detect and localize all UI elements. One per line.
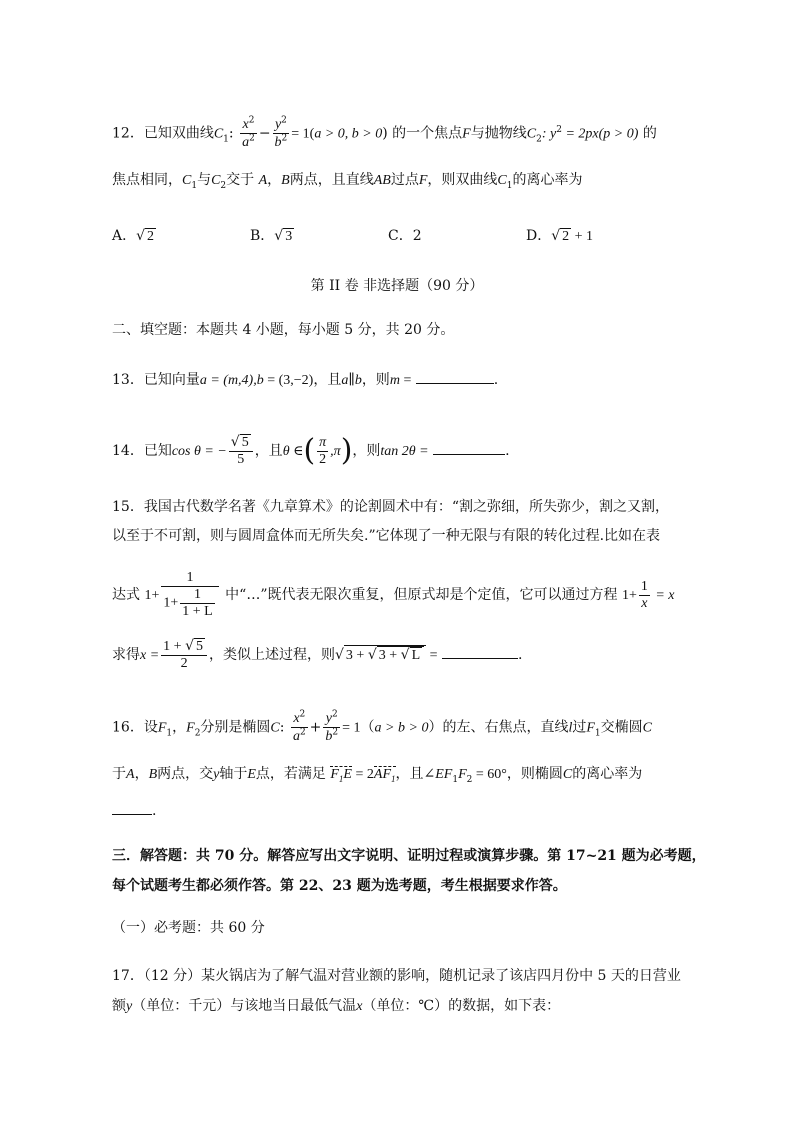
section2-title: 第 II 卷 非选择题（90 分）: [310, 278, 484, 294]
q15-golden-fraction: $\frac{1 + √ 5}{2}$: [161, 638, 207, 672]
section2-fill-instructions: 二、填空题：本题共 4 小题，每小题 5 分，共 20 分。: [112, 322, 455, 338]
q16-vector-af1: $AF_1$: [373, 767, 396, 784]
q12-option-b: B．√ 3: [250, 228, 293, 244]
q12-option-a: A．√ 2: [112, 228, 155, 244]
q16-line-2: 于A，B两点，交y轴于E点，若满足 $F_1E = 2AF_1$，且$\angle EF_1F_2 = 60^\circ$，则椭圆C的离心率为: [112, 766, 643, 785]
q12-frac-y: $\frac{y^2}{b^2}$: [274, 115, 288, 150]
q15-line-2: 以至于不可割，则与圆周盒体而无所失矣.”它体现了一种无限与有限的转化过程.比如在表: [112, 528, 661, 544]
q15-line-1: 15．我国古代数学名著《九章算术》的论割圆术中有：“割之弥细，所失弥少，割之又割，: [112, 499, 669, 515]
q14-frac: $\frac{√ 5}{5}$: [229, 434, 253, 468]
required-header: （一）必考题：共 60 分: [112, 920, 265, 936]
q15-answer-blank[interactable]: [442, 644, 518, 659]
q12-prefix: 12．已知双曲线: [112, 125, 214, 142]
q12-line-1: 12．已知双曲线$C_1$: $\frac{x^2}{a^2}$ − $\frac{y^2}{b^2}$ = 1(a > 0, b > 0) 的一个焦点F与抛物线$C_2$: $y^2 = 2px(p > 0)$ 的: [112, 115, 657, 150]
q15-nested-radical: 3 + √ 3 + √ L: [344, 645, 426, 664]
section3-line-2: 每个试题考生都必须作答。第 22、23 题为选考题，考生根据要求作答。: [112, 878, 567, 894]
q12-option-c: C．2: [388, 228, 422, 244]
q14-line: 14．已知cos θ = − $\frac{√ 5}{5}$ ，且θ ∈( $\frac{\pi}{2}$ ,π)，则tan 2θ = .: [112, 433, 510, 468]
q15-continued-fraction: 1 1+ $\frac{1}{1 + L}$: [161, 570, 218, 620]
section3-line-1: 三．解答题：共 70 分。解答应写出文字说明、证明过程或演算步骤。第 17~21 题为必考题，: [112, 848, 706, 864]
q12-line-2: 焦点相同，$C_1$与$C_2$交于 A，B两点，且直线AB过点F，则双曲线$C_1$的离心率为: [112, 172, 583, 191]
q15-line-4: 求得x = $\frac{1 + √ 5}{2}$ ，类似上述过程，则√ 3 + √ 3 + √ L = .: [112, 638, 523, 671]
q16-line-3: .: [112, 800, 156, 821]
q13-answer-blank[interactable]: [416, 369, 494, 384]
q15-line-3: 达式 1+ 1 1+ $\frac{1}{1 + L}$ 中“…”既代表无限次重复，但原式却是个定值，它可以通过方程 1+ $\frac{1}{x}$ = x: [112, 570, 675, 619]
q13-line: 13．已知向量a = (m,4),b = (3,−2)，且a∥b，则m = .: [112, 369, 498, 391]
q12-option-d: D．√ 2 + 1: [526, 228, 594, 244]
q16-answer-blank[interactable]: [112, 800, 152, 815]
q14-answer-blank[interactable]: [433, 440, 505, 455]
q17-line-2: 额y（单位：千元）与该地当日最低气温x（单位：℃）的数据，如下表：: [112, 998, 561, 1014]
q12-frac-x: $\frac{x^2}{a^2}$: [242, 115, 255, 150]
q16-line-1: 16．设$F_1$，$F_2$分别是椭圆C: $\frac{x^2}{a^2}$ + $\frac{y^2}{b^2}$ = 1（a > b > 0）的左、右焦点，直线l过$F_1$交椭圆C: [112, 709, 652, 744]
q17-line-1: 17．（12 分）某火锅店为了解气温对营业额的影响，随机记录了该店四月份中 5 天的日营业: [112, 968, 681, 984]
q16-vector-f1e: $F_1E$: [330, 767, 352, 784]
